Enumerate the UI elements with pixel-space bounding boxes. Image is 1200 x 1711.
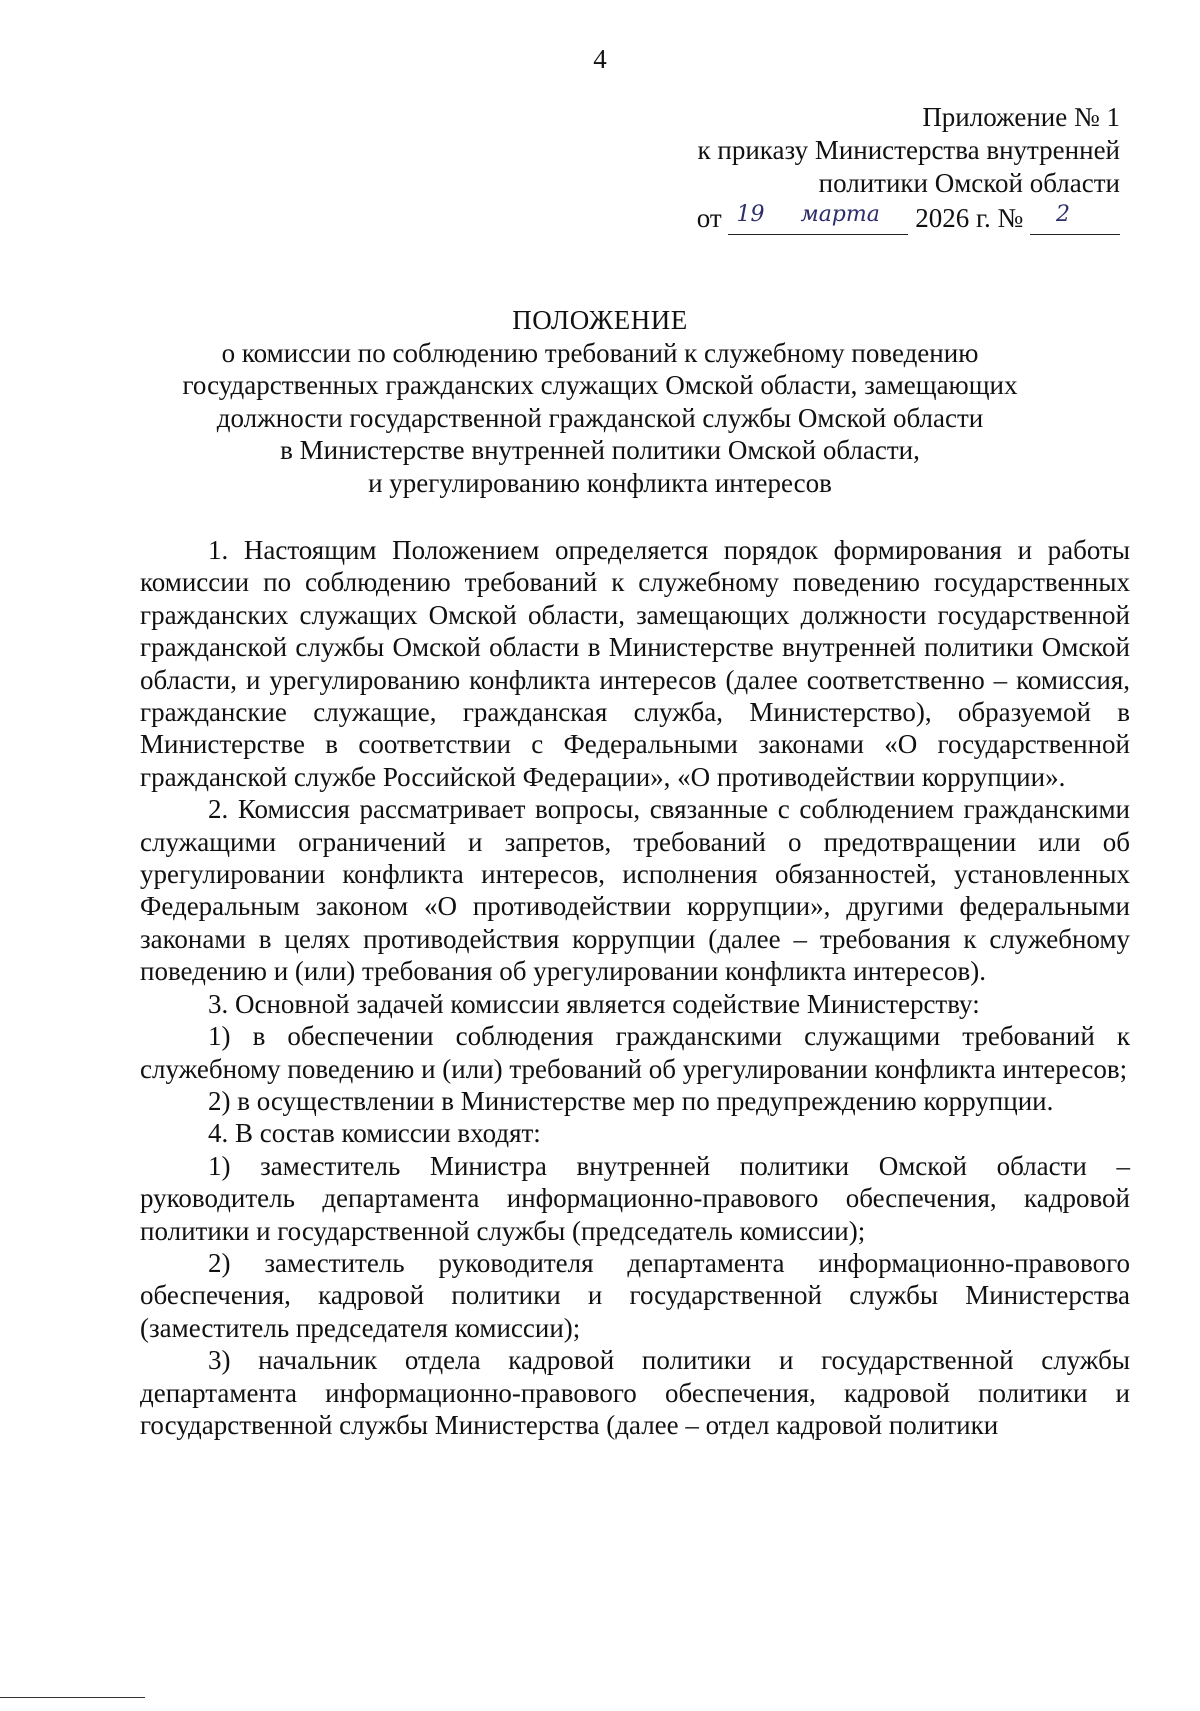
paragraph-3-item-1: 1) в обеспечении соблюдения гражданскими служащими требований к служебному поведению и (или) требований об урегулировании конфликта интересов; (140, 1021, 1130, 1084)
handwritten-day: 19 (728, 204, 778, 235)
title-line: в Министерстве внутренней политики Омской области, (280, 435, 920, 465)
page-number: 4 (593, 44, 607, 74)
paragraph-4: 4. В состав комиссии входят: (208, 1118, 541, 1149)
date-year: 2026 г. № (915, 203, 1024, 233)
handwritten-doc-number: 2 (1030, 204, 1120, 235)
paragraph-4-item-1: 1) заместитель Министра внутренней политики Омской области – руководитель департамента информационно-правового обеспечения, кадровой политики и государственной службы (председатель комиссии); (140, 1150, 1130, 1246)
attachment-block (640, 101, 1120, 235)
paragraph-3: 3. Основной задачей комиссии является содействие Министерству: (208, 988, 980, 1019)
paragraph-1: 1. Настоящим Положением определяется порядок формирования и работы комиссии по соблюдению требований к служебному поведению государственных гражданских служащих Омской области, замещающих должности государственной гражданской службы Омской области в Министерстве внутренней политики Омской области, и урегулированию конфликта интересов (далее соответственно – комиссия, гражданские служащие, гражданская служба, Министерство), образуемой в Министерстве в соответствии с Федеральными законами «О государственной гражданской службе Российской Федерации», «О противодействии коррупции». (140, 535, 1130, 792)
document-body (140, 534, 1130, 1441)
handwritten-month: марта (778, 204, 908, 235)
title-line: о комиссии по соблюдению требований к служебному поведению (221, 337, 979, 368)
paragraph-3-item-2: 2) в осуществлении в Министерстве мер по предупреждению коррупции. (208, 1085, 1054, 1116)
attachment-date-line (640, 202, 1120, 235)
title-line: государственных гражданских служащих Омской области, замещающих (182, 370, 1018, 400)
title-line: и урегулированию конфликта интересов (368, 467, 832, 498)
attachment-ministry: политики Омской области (818, 168, 1120, 198)
title-line: должности государственной гражданской службы Омской области (216, 402, 984, 433)
attachment-order-ref: к приказу Министерства внутренней (697, 135, 1120, 165)
attachment-title: Приложение № 1 (922, 102, 1120, 132)
footer-rule (0, 1697, 145, 1698)
paragraph-4-item-3: 3) начальник отдела кадровой политики и государственной службы департамента информационно-правового обеспечения, кадровой политики и государственной службы Министерства (далее – отдел кадровой политики (140, 1345, 1130, 1440)
paragraph-4-item-2: 2) заместитель руководителя департамента информационно-правового обеспечения, кадровой политики и государственной службы Министерства (заместитель председателя комиссии); (140, 1247, 1130, 1343)
document-heading: ПОЛОЖЕНИЕ (512, 305, 688, 335)
paragraph-2: 2. Комиссия рассматривает вопросы, связанные с соблюдением гражданскими служащими ограничений и запретов, требований о предотвращении или об урегулировании конфликта интересов, исполнения обязанностей, установленных Федеральным законом «О противодействии коррупции», другими федеральными законами в целях противодействия коррупции (далее – требования к служебному поведению и (или) требования об урегулировании конфликта интересов). (140, 794, 1130, 987)
date-prefix: от (696, 203, 722, 233)
document-title-block (0, 304, 1200, 499)
